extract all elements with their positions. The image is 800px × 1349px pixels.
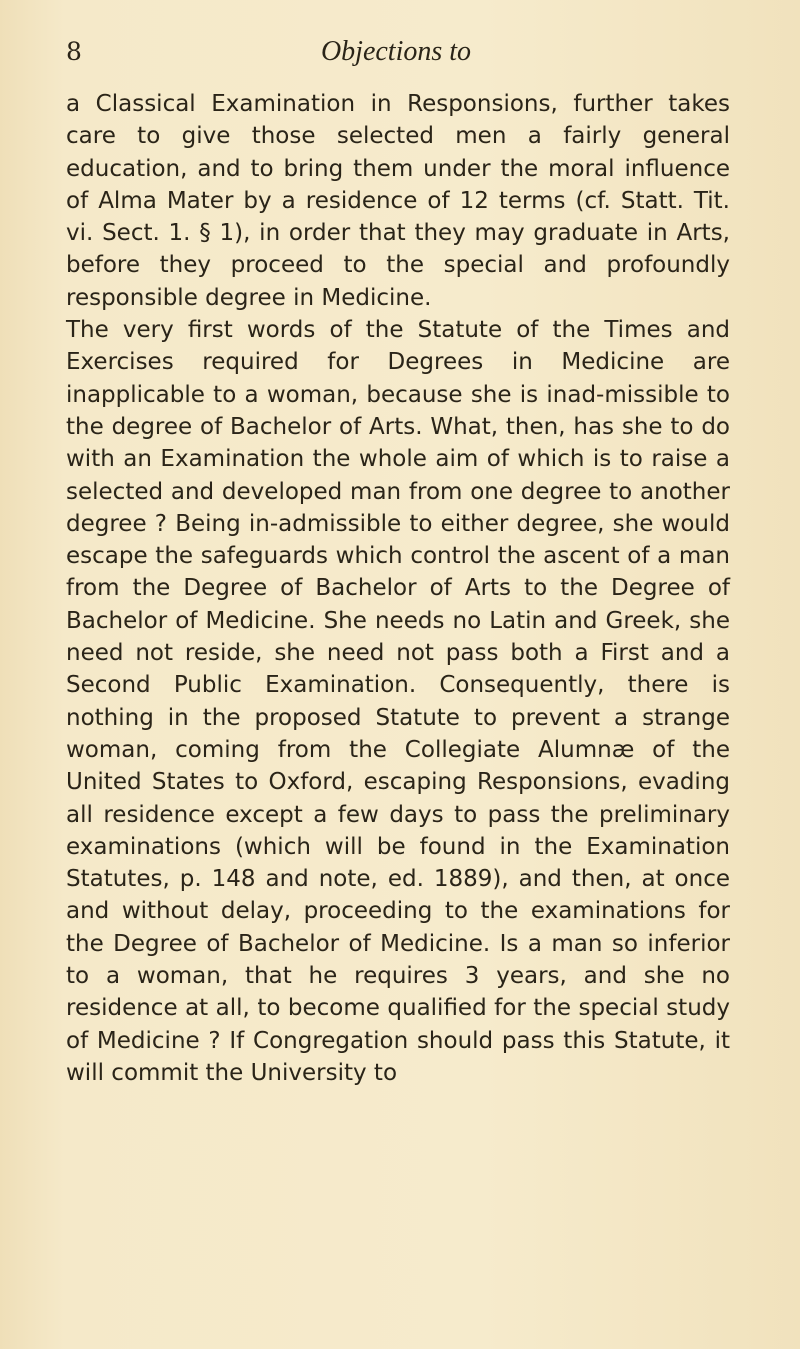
running-title: Objections to — [320, 36, 472, 67]
paragraph-1: a Classical Examination in Responsions, further takes care to give those selected men a fairly general education, and to bring them under the moral influence of Alma Mater by a residence of 12 terms (cf. Statt. Tit. vi. Sect. 1. § 1), in order that they may graduate in Arts, before they proceed to the special and profoundly responsible degree in Medicine. — [66, 91, 730, 311]
paragraph-2: The very first words of the Statute of the Times and Exercises required for Degrees in Medicine are inapplicable to a woman, because she is inad-missible to the degree of Bachelor of Arts. What, then, has she to do with an Examination the whole aim of which is to raise a selected and developed man from one degree to another degree ? Being in-admissible to either degree, she would escape the safeguards which control the ascent of a man from the Degree of Bachelor of Arts to the Degree of Bachelor of Medicine. She needs no Latin and Greek, she need not reside, she need not pass both a First and a Second Public Examination. Consequently, there is nothing in the proposed Statute to prevent a strange woman, coming from the Collegiate Alumnæ of the United States to Oxford, escaping Responsions, evading all residence except a few days to pass the preliminary examinations (which will be found in the Examination Statutes, p. 148 and note, ed. 1889), and then, at once and without delay, proceeding to the examinations for the Degree of Bachelor of Medicine. Is a man so inferior to a woman, that he requires 3 years, and she no residence at all, to become qualified for the special study of Medicine ? If Congregation should pass this Statute, it will commit the University to — [66, 317, 730, 1086]
running-head — [66, 34, 726, 74]
body-text — [66, 88, 730, 1089]
page-number: 8 — [66, 37, 82, 66]
